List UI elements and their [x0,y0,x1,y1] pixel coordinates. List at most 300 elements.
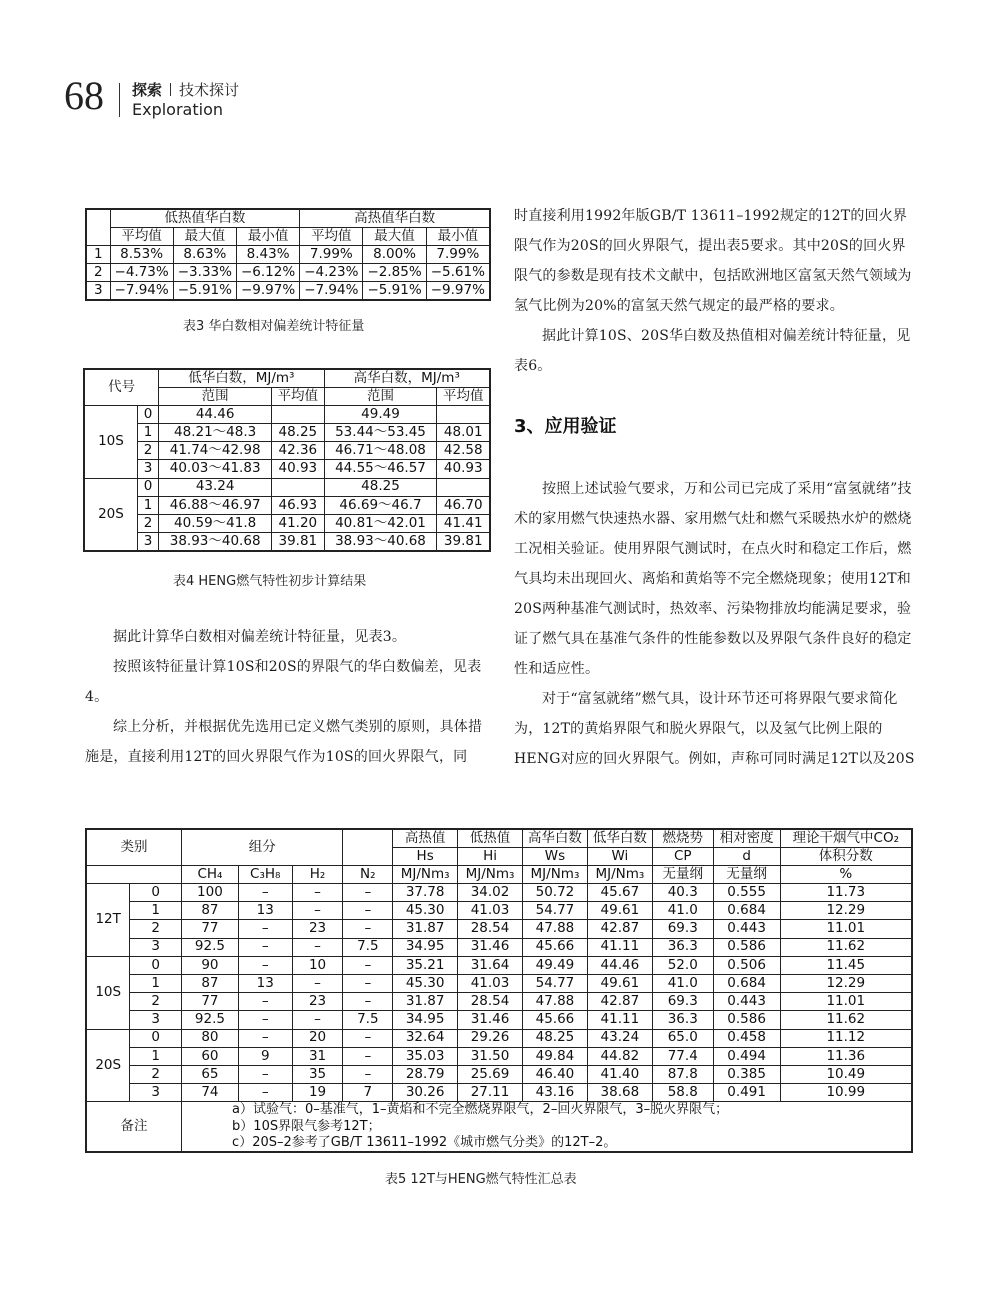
table-3 [85,208,491,301]
table-cell: 44.46 [159,405,272,423]
table-cell: 10 [292,956,343,974]
table-row [86,1029,912,1047]
paragraph: 按照该特征量计算10S和20S的界限气的华白数偏差，见表4。 [85,659,482,705]
table-5-caption: 表5 12T与HENG燃气特性汇总表 [385,1172,577,1187]
table-header-cell: 燃烧势 [652,829,713,847]
right-column-text [514,201,916,381]
left-column-text [85,622,495,772]
table-cell: 3 [137,533,158,551]
paragraph: 据此计算10S、20S华白数及热值相对偏差统计特征量，见表6。 [514,328,911,374]
table-cell: – [343,1065,393,1083]
table-cell: 3 [130,938,182,956]
group-label: 10S [84,405,137,478]
table-cell: 48.25 [324,478,437,496]
table-cell: 41.11 [587,938,652,956]
right-column-text-2 [514,474,916,774]
table-cell: −7.94% [300,282,363,300]
table-group-header: 高华白数，MJ/m³ [324,369,490,387]
table-cell: 43.16 [522,1084,587,1102]
table-cell: 0.491 [713,1084,780,1102]
remark-text [182,1102,912,1152]
table-header-cell: 高热值 [393,829,458,847]
table-cell: −9.97% [426,282,490,300]
table-cell: 41.20 [272,515,324,533]
table-cell: 19 [292,1084,343,1102]
table-header-cell: 平均值 [110,227,173,245]
table-cell: – [343,1029,393,1047]
category-label: 探索 [132,81,163,99]
table-cell: – [238,1011,292,1029]
table-cell: 42.87 [587,920,652,938]
table-row [86,1065,912,1083]
table-row [84,424,490,442]
table-cell: – [238,1065,292,1083]
table-cell: – [238,920,292,938]
table-header-cell: 最大值 [173,227,236,245]
table-cell: 27.11 [458,1084,523,1102]
table-cell: 41.40 [587,1065,652,1083]
table-5 [85,828,913,1153]
table-cell: – [292,1011,343,1029]
table-cell: 50.72 [522,884,587,902]
unit-cell: % [780,865,912,883]
table-cell: 0 [137,405,158,423]
table-cell: 46.93 [272,496,324,514]
table-header-cell: 体积分数 [780,847,912,865]
table-header-cell: Ws [522,847,587,865]
table-cell: 31 [292,1047,343,1065]
table-cell: 23 [292,920,343,938]
remark-line: a）试验气：0–基准气，1–黄焰和不完全燃烧界限气，2–回火界限气，3–脱火界限气； [232,1102,729,1118]
table-cell: −4.23% [300,264,363,282]
table-header-cell: 相对密度 [713,829,780,847]
table-row [84,478,490,496]
table-cell: 11.73 [780,884,912,902]
table-cell: 46.70 [437,496,490,514]
table-cell: 25.69 [458,1065,523,1083]
table-header-cell: 类别 [86,829,182,865]
table-cell: 48.01 [437,424,490,442]
table-cell: – [343,884,393,902]
table-cell: 41.41 [437,515,490,533]
category-separator [170,83,171,96]
table-cell: 1 [130,902,182,920]
table-header-cell: 最大值 [363,227,426,245]
unit-cell: MJ/Nm₃ [587,865,652,883]
table-header-row [86,829,912,847]
table-cell: 37.78 [393,884,458,902]
table-cell: 92.5 [182,938,239,956]
header-category [132,79,239,100]
table-cell: 31.87 [393,993,458,1011]
table-cell: 12.29 [780,975,912,993]
table-cell [437,478,490,496]
table-cell: 40.93 [437,460,490,478]
table-cell: 7 [343,1084,393,1102]
table-cell: 9 [238,1047,292,1065]
table-row [84,515,490,533]
table-cell: – [343,902,393,920]
unit-cell: MJ/Nm₃ [458,865,523,883]
table-group-header: 低华白数，MJ/m³ [159,369,324,387]
table-group-header: 高热值华白数 [300,209,490,227]
table-cell: 2 [86,264,110,282]
table-cell: 35.21 [393,956,458,974]
table-cell: 0.684 [713,902,780,920]
table-cell: 77.4 [652,1047,713,1065]
table-cell: 0.443 [713,920,780,938]
header-divider [119,83,120,117]
table-cell: 3 [86,282,110,300]
unit-cell: C₃H₈ [238,865,292,883]
table-cell: −5.91% [173,282,236,300]
table-4-caption: 表4 HENG燃气特性初步计算结果 [173,574,367,589]
table-cell: 32.64 [393,1029,458,1047]
table-cell: 31.64 [458,956,523,974]
table-row [86,938,912,956]
table-cell: – [292,938,343,956]
table-row [86,282,490,300]
section-title: 3、应用验证 [514,416,617,437]
table-header-cell: 高华白数 [522,829,587,847]
table-cell: 36.3 [652,1011,713,1029]
table-cell: 45.67 [587,884,652,902]
table-cell: 40.93 [272,460,324,478]
table-row [86,975,912,993]
table-cell: 0.506 [713,956,780,974]
table-cell: 42.87 [587,993,652,1011]
table-header-cell: Wi [587,847,652,865]
table-header-row [84,369,490,387]
table-cell: 8.63% [173,245,236,263]
table-row [86,884,912,902]
table-cell: 31.46 [458,1011,523,1029]
table-header-cell: 平均值 [300,227,363,245]
table-cell: 10.99 [780,1084,912,1102]
table-cell: 60 [182,1047,239,1065]
remark-line: b）10S界限气参考12T； [232,1118,381,1134]
table-header-cell: 最小值 [236,227,299,245]
unit-cell: CH₄ [182,865,239,883]
table-cell: −5.61% [426,264,490,282]
table-cell: 42.58 [437,442,490,460]
paragraph: 对于“富氢就绪”燃气具，设计环节还可将界限气要求简化为，12T的黄焰界限气和脱火界限气，以及氢气比例上限的HENG对应的回火界限气。例如，声称可同时满足12T以及20S [514,691,915,767]
table-cell: 11.62 [780,1011,912,1029]
paragraph: 据此计算华白数相对偏差统计特征量，见表3。 [113,629,407,645]
table-row [86,264,490,282]
group-label: 10S [86,956,130,1029]
table-cell: 0.458 [713,1029,780,1047]
table-4 [83,368,491,552]
table-header-cell: 理论干烟气中CO₂ [780,829,912,847]
table-cell: −2.85% [363,264,426,282]
table-cell: 34.95 [393,938,458,956]
table-cell: – [292,884,343,902]
paragraph: 综上分析，并根据优先选用已定义燃气类别的原则，具体措施是，直接利用12T的回火界限气作为10S的回火界限气，同 [85,719,483,765]
table-header-cell: 最小值 [426,227,490,245]
table-cell: 45.30 [393,902,458,920]
table-cell: 41.74～42.98 [159,442,272,460]
table-cell: −6.12% [236,264,299,282]
table-cell: 0 [130,884,182,902]
table-row [86,956,912,974]
table-cell: 35.03 [393,1047,458,1065]
table-row [86,245,490,263]
table-cell: 46.40 [522,1065,587,1083]
table-body [86,245,490,300]
table-cell: 0 [130,1029,182,1047]
table-cell: 3 [130,1011,182,1029]
table-cell: 100 [182,884,239,902]
table-cell: 29.26 [458,1029,523,1047]
table-cell: 40.03～41.83 [159,460,272,478]
table-cell: 13 [238,975,292,993]
table-cell: – [343,975,393,993]
table-header-cell: Hs [393,847,458,865]
table-cell: 2 [130,993,182,1011]
table-header-cell: 低热值 [458,829,523,847]
table-cell: – [343,1047,393,1065]
table-cell: 69.3 [652,993,713,1011]
table-cell: 48.21～48.3 [159,424,272,442]
table-cell: 34.02 [458,884,523,902]
table-cell: 2 [137,515,158,533]
table-header-cell: Hi [458,847,523,865]
table-cell: 45.66 [522,938,587,956]
table-cell: 7.5 [343,938,393,956]
table-cell: 40.59～41.8 [159,515,272,533]
table-cell: 13 [238,902,292,920]
table-cell: 40.81～42.01 [324,515,437,533]
table-cell: 54.77 [522,975,587,993]
table-cell: 41.11 [587,1011,652,1029]
table-cell: – [343,993,393,1011]
table-header-cell: 代号 [84,369,159,405]
unit-cell: N₂ [343,865,393,883]
unit-cell: H₂ [292,865,343,883]
table-cell: 1 [137,496,158,514]
unit-cell: MJ/Nm₃ [522,865,587,883]
table-cell: 36.3 [652,938,713,956]
table-cell: 23 [292,993,343,1011]
table-cell: 43.24 [587,1029,652,1047]
table-cell: 31.46 [458,938,523,956]
table-cell: 11.45 [780,956,912,974]
table-cell: 1 [130,975,182,993]
table-cell: – [343,956,393,974]
table-row [84,442,490,460]
group-label: 20S [84,478,137,551]
table-cell: 77 [182,993,239,1011]
table-row [86,902,912,920]
paragraph: 时直接利用1992年版GB/T 13611–1992规定的12T的回火界限气作为20S的回火界限气，提出表5要求。其中20S的回火界限气的参数是现有技术文献中，包括欧洲地区富氢天然气领域为氢气比例为20%的富氢天然气规定的最严格的要求。 [514,208,912,314]
table-cell: 1 [130,1047,182,1065]
table-header-cell: 平均值 [272,387,324,405]
table-row [84,405,490,423]
table-header-cell: 范围 [159,387,272,405]
table-cell: 12.29 [780,902,912,920]
group-label: 12T [86,884,130,957]
table-cell: 65 [182,1065,239,1083]
table-cell: 7.5 [343,1011,393,1029]
remark-row [86,1102,912,1152]
table-cell: 8.43% [236,245,299,263]
table-cell: 40.3 [652,884,713,902]
table-cell: −5.91% [363,282,426,300]
paragraph: 按照上述试验气要求，万和公司已完成了采用“富氢就绪”技术的家用燃气快速热水器、家用燃气灶和燃气采暖热水炉的燃烧工况相关验证。使用界限气测试时，在点火时和稳定工作后，燃气具均未出现回火、离焰和黄焰等不完全燃烧现象；使用12T和20S两种基准气测试时，热效率、污染物排放均能满足要求，验证了燃气具在基准气条件的性能参数以及界限气条件良好的稳定性和适应性。 [514,481,912,677]
table-cell: 41.03 [458,975,523,993]
table-row [84,460,490,478]
table-row [86,1011,912,1029]
table-header-cell [86,865,182,883]
table-cell: 7.99% [426,245,490,263]
table-cell: 87.8 [652,1065,713,1083]
table-row [86,1084,912,1102]
table-cell: 49.61 [587,975,652,993]
table-cell: – [238,1029,292,1047]
table-body [86,884,912,1102]
table-cell: 49.84 [522,1047,587,1065]
page-number: 68 [64,73,104,118]
table-cell: 31.50 [458,1047,523,1065]
table-cell: 38.68 [587,1084,652,1102]
table-cell: 1 [86,245,110,263]
table-cell: 28.54 [458,993,523,1011]
table-cell: 1 [137,424,158,442]
table-cell: 39.81 [272,533,324,551]
table-cell: 49.49 [324,405,437,423]
table-cell: 39.81 [437,533,490,551]
table-cell: 34.95 [393,1011,458,1029]
table-cell: 47.88 [522,993,587,1011]
table-cell: 92.5 [182,1011,239,1029]
unit-cell: MJ/Nm₃ [393,865,458,883]
table-cell: 0 [130,956,182,974]
table-cell: −7.94% [110,282,173,300]
table-cell: 31.87 [393,920,458,938]
table-cell: 46.71～48.08 [324,442,437,460]
table-cell: 48.25 [522,1029,587,1047]
table-cell: 65.0 [652,1029,713,1047]
table-cell: 28.79 [393,1065,458,1083]
table-cell: 3 [137,460,158,478]
table-cell: – [292,975,343,993]
table-cell: 47.88 [522,920,587,938]
table-row [86,920,912,938]
table-row [84,533,490,551]
table-group-header: 低热值华白数 [110,209,300,227]
table-cell: 2 [137,442,158,460]
table-cell [272,405,324,423]
table-cell: 0.684 [713,975,780,993]
table-cell: 10.49 [780,1065,912,1083]
table-body [84,405,490,551]
table-cell: 11.01 [780,993,912,1011]
table-cell: 69.3 [652,920,713,938]
table-cell: −9.97% [236,282,299,300]
table-header-cell: d [713,847,780,865]
table-cell: 2 [130,1065,182,1083]
remark-line: c）20S–2参考了GB/T 13611–1992《城市燃气分类》的12T–2。 [232,1134,617,1150]
table-cell [437,405,490,423]
table-cell: – [238,884,292,902]
table-unit-row [86,865,912,883]
table-cell: 41.0 [652,975,713,993]
table-header-cell: 组分 [182,829,343,865]
table-cell: 2 [130,920,182,938]
table-cell: −4.73% [110,264,173,282]
table-cell: 3 [130,1084,182,1102]
table-header-cell: 低华白数 [587,829,652,847]
table-cell: 53.44～53.45 [324,424,437,442]
table-cell: 80 [182,1029,239,1047]
unit-cell: 无量纲 [713,865,780,883]
table-cell: 11.36 [780,1047,912,1065]
table-cell: – [238,956,292,974]
table-header-cell [343,829,393,865]
table-row [84,496,490,514]
table-cell: – [238,993,292,1011]
table-cell: 54.77 [522,902,587,920]
table-header-row [86,209,490,227]
table-row [86,1047,912,1065]
table-cell: 11.12 [780,1029,912,1047]
table-cell: 42.36 [272,442,324,460]
table-cell: 52.0 [652,956,713,974]
table-corner [86,209,110,245]
table-cell: 8.00% [363,245,426,263]
table-cell: 0.555 [713,884,780,902]
table-cell: 0.443 [713,993,780,1011]
table-cell: 44.82 [587,1047,652,1065]
table-cell: 0.494 [713,1047,780,1065]
table-cell: 44.46 [587,956,652,974]
table-cell: 0 [137,478,158,496]
table-cell: 77 [182,920,239,938]
table-cell: 38.93～40.68 [324,533,437,551]
table-cell: 7.99% [300,245,363,263]
table-cell: – [292,902,343,920]
table-cell: 48.25 [272,424,324,442]
table-cell: 45.30 [393,975,458,993]
table-cell: 41.03 [458,902,523,920]
remark-label: 备注 [86,1102,182,1152]
table-cell: 35 [292,1065,343,1083]
table-header-cell: 范围 [324,387,437,405]
table-cell: 41.0 [652,902,713,920]
table-header-cell: 平均值 [437,387,490,405]
subcategory-label: 技术探讨 [179,81,240,99]
table-cell: 74 [182,1084,239,1102]
table-cell: – [238,1084,292,1102]
table-cell: 0.385 [713,1065,780,1083]
table-cell: 11.62 [780,938,912,956]
group-label: 20S [86,1029,130,1102]
table-cell: 49.49 [522,956,587,974]
table-cell: 45.66 [522,1011,587,1029]
table-cell: 38.93～40.68 [159,533,272,551]
table-cell: 11.01 [780,920,912,938]
table-cell: 0.586 [713,938,780,956]
table-cell: – [343,920,393,938]
table-cell: 46.88～46.97 [159,496,272,514]
table-cell: 58.8 [652,1084,713,1102]
table-cell: 87 [182,975,239,993]
table-3-caption: 表3 华白数相对偏差统计特征量 [183,319,365,334]
table-cell: 49.61 [587,902,652,920]
unit-cell: 无量纲 [652,865,713,883]
table-cell: 20 [292,1029,343,1047]
